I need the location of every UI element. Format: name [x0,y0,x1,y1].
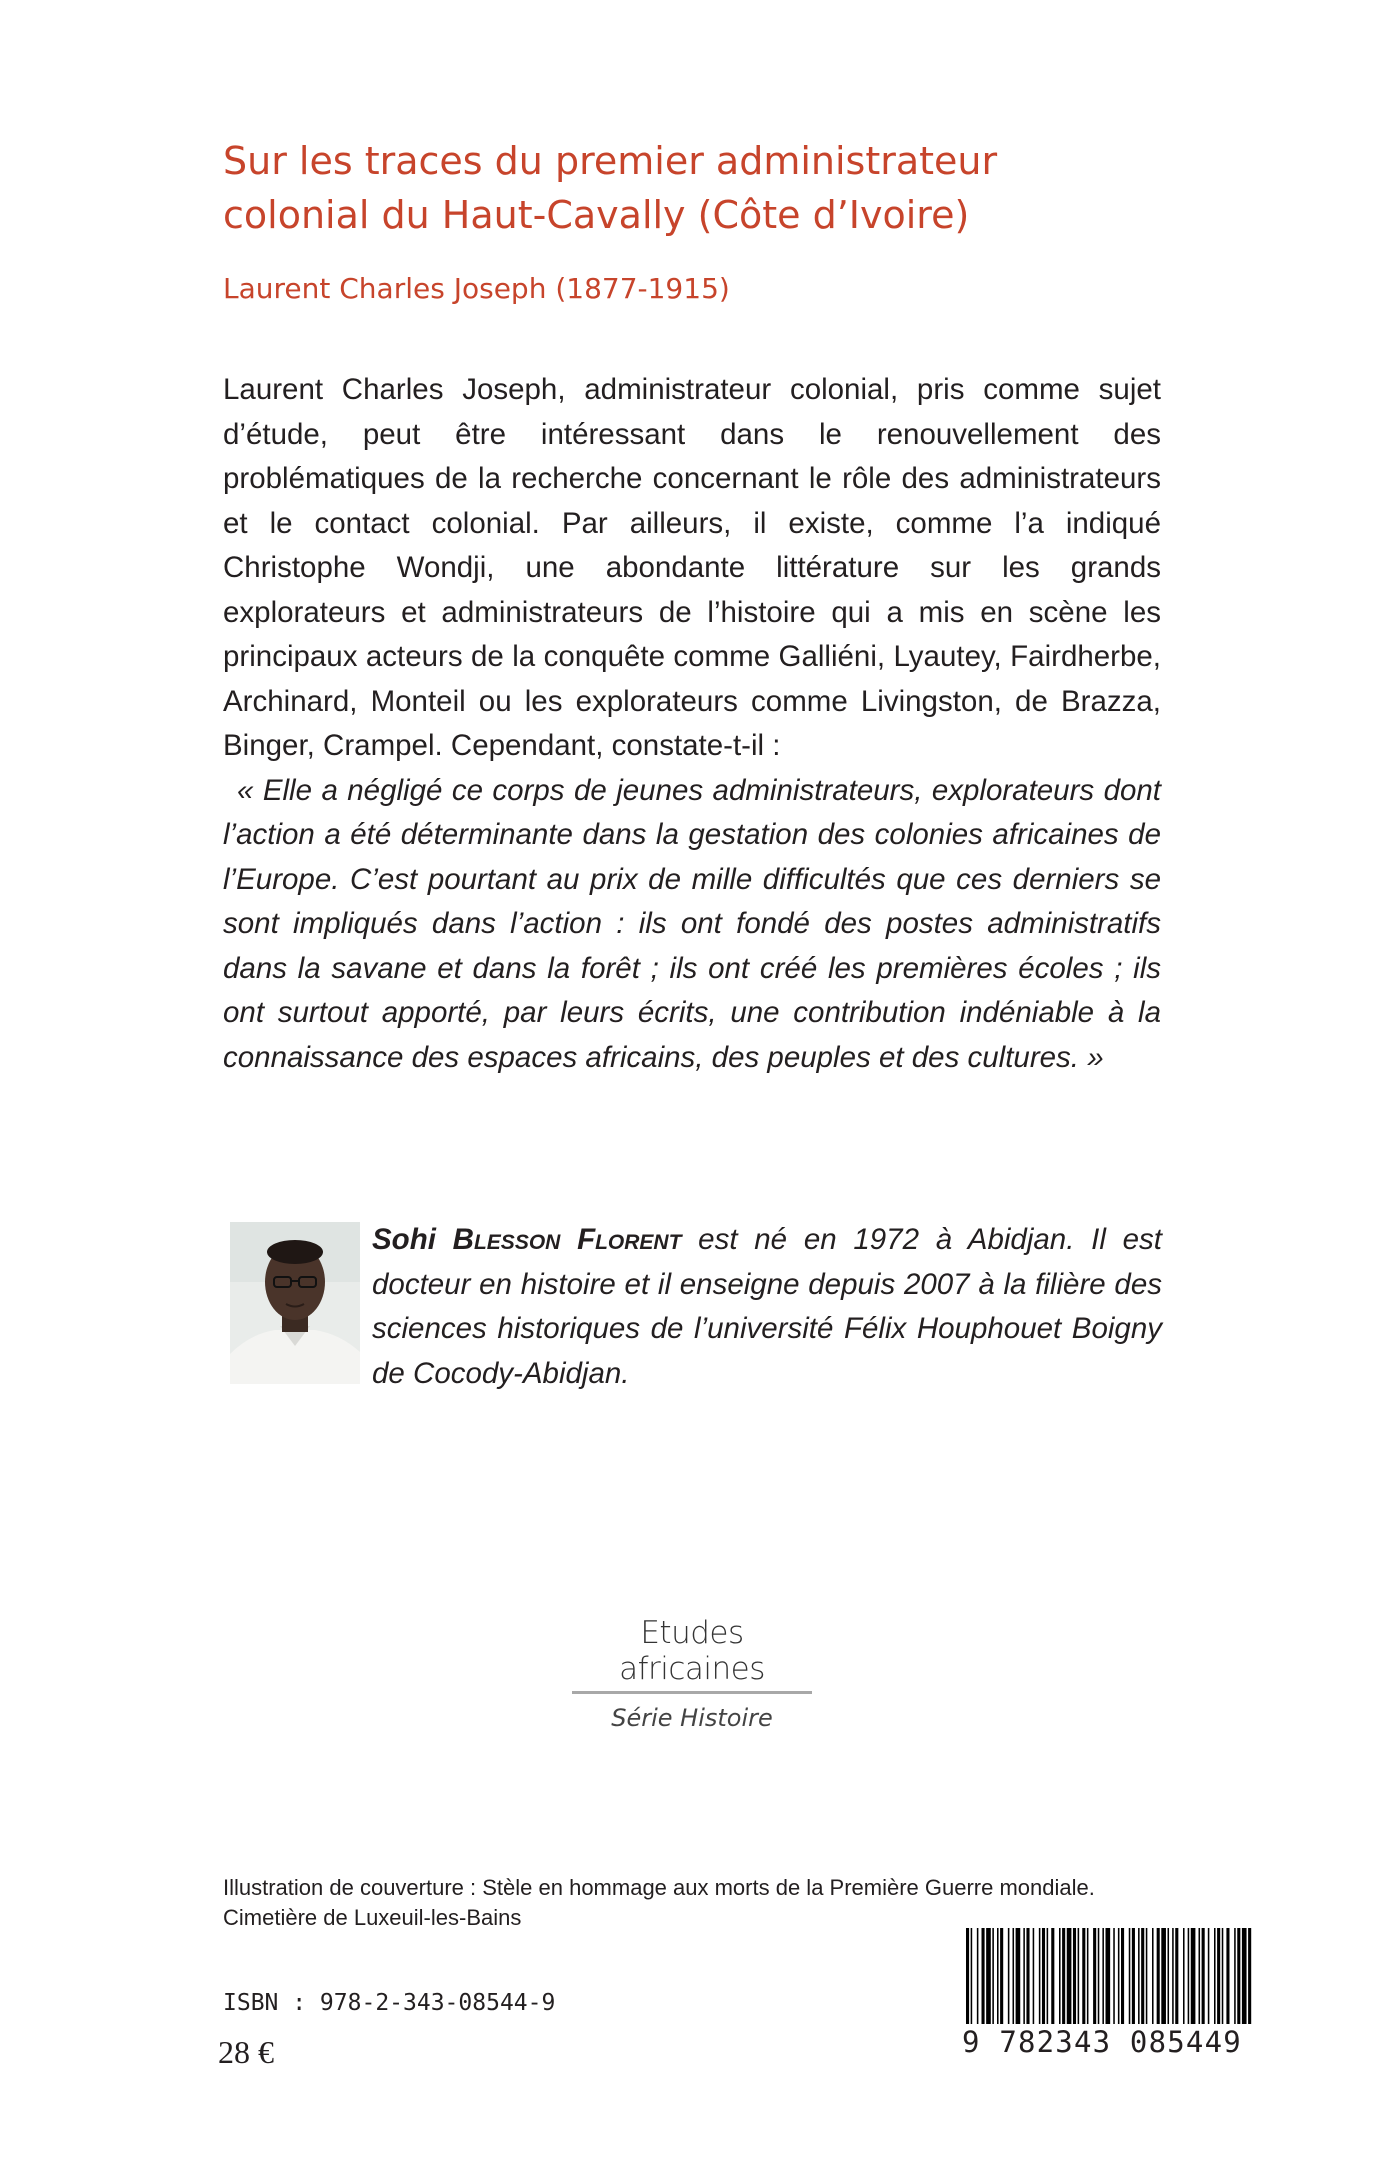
blurb-quote: « Elle a négligé ce corps de jeunes administrateurs, explorateurs dont l’action a été déterminante dans la gestation des colonies africaines de l’Europe. C’est pourtant au prix de mille difficultés que ces derniers se sont impliqués dans l’action : ils ont fondé des postes administratifs dans la savane et dans la forêt ; ils ont créé les premières écoles ; ils ont surtout apporté, par leurs écrits, une contribution indéniable à la connaissance des espaces africains, des peuples et des cultures. » [223,773,1161,1074]
blurb-paragraph: Laurent Charles Joseph, administrateur colonial, pris comme sujet d’étude, peut être intéressant dans le renouvellement des problématiques de la recherche concernant le rôle des administrateurs et le contact colonial. Par ailleurs, il existe, comme l’a indiqué Christophe Wondji, une abondante littérature sur les grands explorateurs et administrateurs de l’histoire qui a mis en scène les principaux acteurs de la conquête comme Galliéni, Lyautey, Fairdherbe, Archinard, Monteil ou les explorateurs comme Livingston, de Brazza, Binger, Crampel. Cependant, constate-t-il : [223,373,1161,762]
title-line-1: Sur les traces du premier administrateur [223,139,998,183]
author-last-name: Blesson Florent [452,1223,682,1256]
isbn: ISBN : 978-2-343-08544-9 [223,1990,556,2016]
author-photo [230,1222,360,1384]
series-name: Etudes africaines [619,1615,765,1687]
author-portrait-image [230,1222,360,1384]
credit-line-1: Illustration de couverture : Stèle en hommage aux morts de la Première Guerre mondiale. [223,1875,1095,1900]
author-bio-text: est né en 1972 à Abidjan. Il est docteur en histoire et il enseigne depuis 2007 à la filière des sciences historiques de l’université Félix Houphouet Boigny de Cocody-Abidjan. [372,1223,1162,1390]
author-bio [372,1218,1162,1396]
series-logo [572,1615,812,1732]
barcode-digits: 9 782343 085449 [962,2024,1256,2060]
credit-line-2: Cimetière de Luxeuil-les-Bains [223,1905,522,1930]
series-subtitle: Série Histoire [611,1704,773,1732]
author-first-name: Sohi [372,1223,436,1256]
book-subtitle: Laurent Charles Joseph (1877-1915) [223,272,730,305]
title-line-2: colonial du Haut-Cavally (Côte d’Ivoire) [223,193,970,237]
price: 28 € [218,2034,274,2070]
back-cover-blurb [223,368,1161,1080]
book-title [223,134,1223,242]
series-divider [572,1691,812,1694]
